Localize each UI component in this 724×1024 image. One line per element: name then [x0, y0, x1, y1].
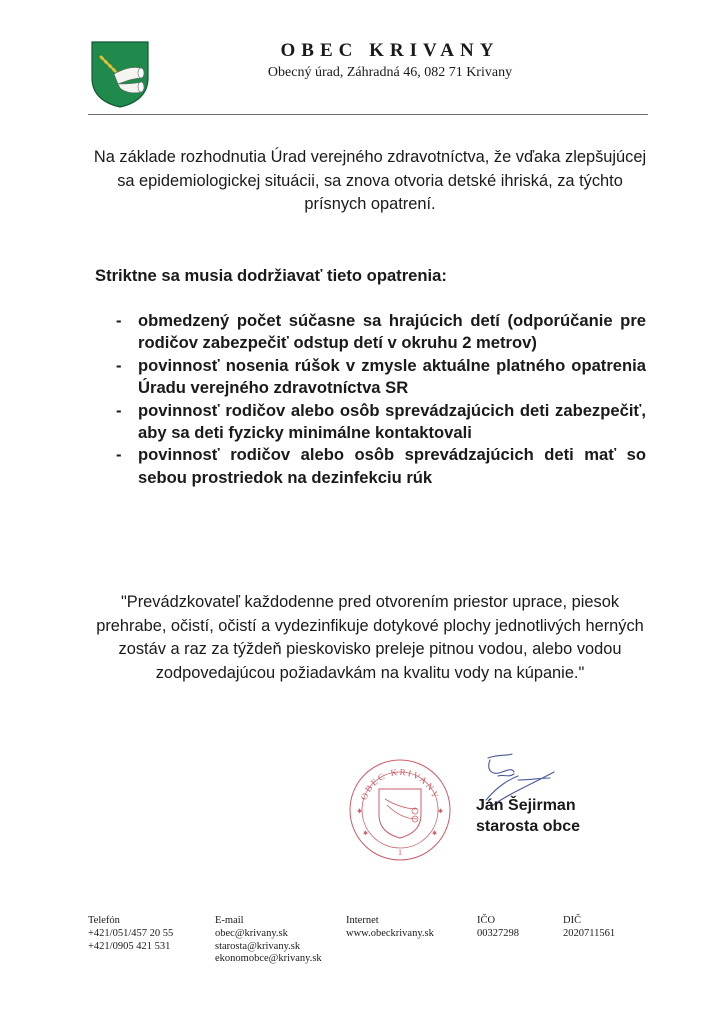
- footer-web-value: www.obeckrivany.sk: [346, 927, 434, 939]
- measures-list: [110, 310, 646, 489]
- footer-email: [215, 915, 322, 966]
- operator-quote: "Prevádzkovateľ každodenne pred otvorením priestor uprace, piesok prehrabe, očistí, očistí a vydezinfikuje dotykové plochy jednotlivých herných zostáv a raz za týždeň pieskovisko preleje pitnou vodou, alebo vodou zodpovedajúcou požiadavkám na kvalitu vody na kúpanie.": [96, 593, 644, 682]
- footer-ico-value: 00327298: [477, 927, 519, 939]
- footer-email-value: ekonomobce@krivany.sk: [215, 953, 322, 965]
- bullet-dash: -: [116, 445, 122, 465]
- list-item: [110, 355, 646, 400]
- bullet-dash: -: [116, 311, 122, 330]
- intro-paragraph: Na základe rozhodnutia Úrad verejného zdravotníctva, že vďaka zlepšujúcej sa epidemiologickej situácii, sa znova otvoria detské ihriská, za týchto prísnych opatrení.: [93, 148, 647, 213]
- footer-phone-value: +421/051/457 20 55: [88, 927, 174, 939]
- footer-dic-label: DIČ: [563, 915, 582, 926]
- footer-phone: [88, 915, 173, 953]
- footer-web-label: Internet: [346, 915, 379, 926]
- svg-text:OBEC KRIVANY: OBEC KRIVANY: [358, 766, 442, 802]
- footer-ico-label: IČO: [477, 915, 496, 926]
- svg-text:✱: ✱: [363, 831, 369, 837]
- footer-dic-value: 2020711561: [563, 927, 616, 939]
- signer-title: starosta obce: [476, 818, 581, 835]
- organization-address: Obecný úrad, Záhradná 46, 082 71 Krivany: [267, 65, 513, 80]
- coat-of-arms-icon: [90, 40, 150, 108]
- svg-text:✱: ✱: [432, 831, 438, 837]
- signer-name: Ján Šejirman: [476, 797, 576, 814]
- list-item: [110, 444, 646, 489]
- footer-email-value: obec@krivany.sk: [215, 927, 288, 939]
- measures-heading: Striktne sa musia dodržiavať tieto opatrenia:: [95, 266, 447, 285]
- footer-phone-value: +421/0905 421 531: [88, 940, 171, 952]
- footer-email-value: starosta@krivany.sk: [215, 940, 301, 952]
- bullet-dash: -: [116, 400, 122, 420]
- footer-email-label: E-mail: [215, 915, 244, 926]
- footer-phone-label: Telefón: [88, 915, 120, 926]
- svg-text:✱: ✱: [357, 809, 363, 815]
- svg-text:✱: ✱: [438, 809, 444, 815]
- measure-text: povinnosť rodičov alebo osôb sprevádzajúcich deti zabezpečiť, aby sa deti fyzicky minimálne kontaktovali: [138, 400, 646, 443]
- stamp-number: 1: [398, 848, 402, 857]
- measure-text: obmedzený počet súčasne sa hrajúcich detí (odporúčanie pre rodičov zabezpečiť odstup detí v okruhu 2 metrov): [138, 311, 646, 353]
- organization-title: OBEC KRIVANY: [280, 40, 500, 61]
- list-item: [110, 310, 646, 355]
- list-item: [110, 400, 646, 445]
- footer-ico: [477, 915, 519, 941]
- bullet-dash: -: [116, 355, 122, 375]
- footer-dic: [563, 915, 615, 941]
- measure-text: povinnosť nosenia rúšok v zmysle aktuálne platného opatrenia Úradu verejného zdravotníctva SR: [138, 355, 646, 398]
- header-divider: [88, 114, 648, 115]
- footer-web: [346, 915, 434, 941]
- official-stamp: [345, 755, 455, 865]
- measure-text: povinnosť rodičov alebo osôb sprevádzajúcich deti mať so sebou prostriedok na dezinfekciu rúk: [138, 445, 646, 487]
